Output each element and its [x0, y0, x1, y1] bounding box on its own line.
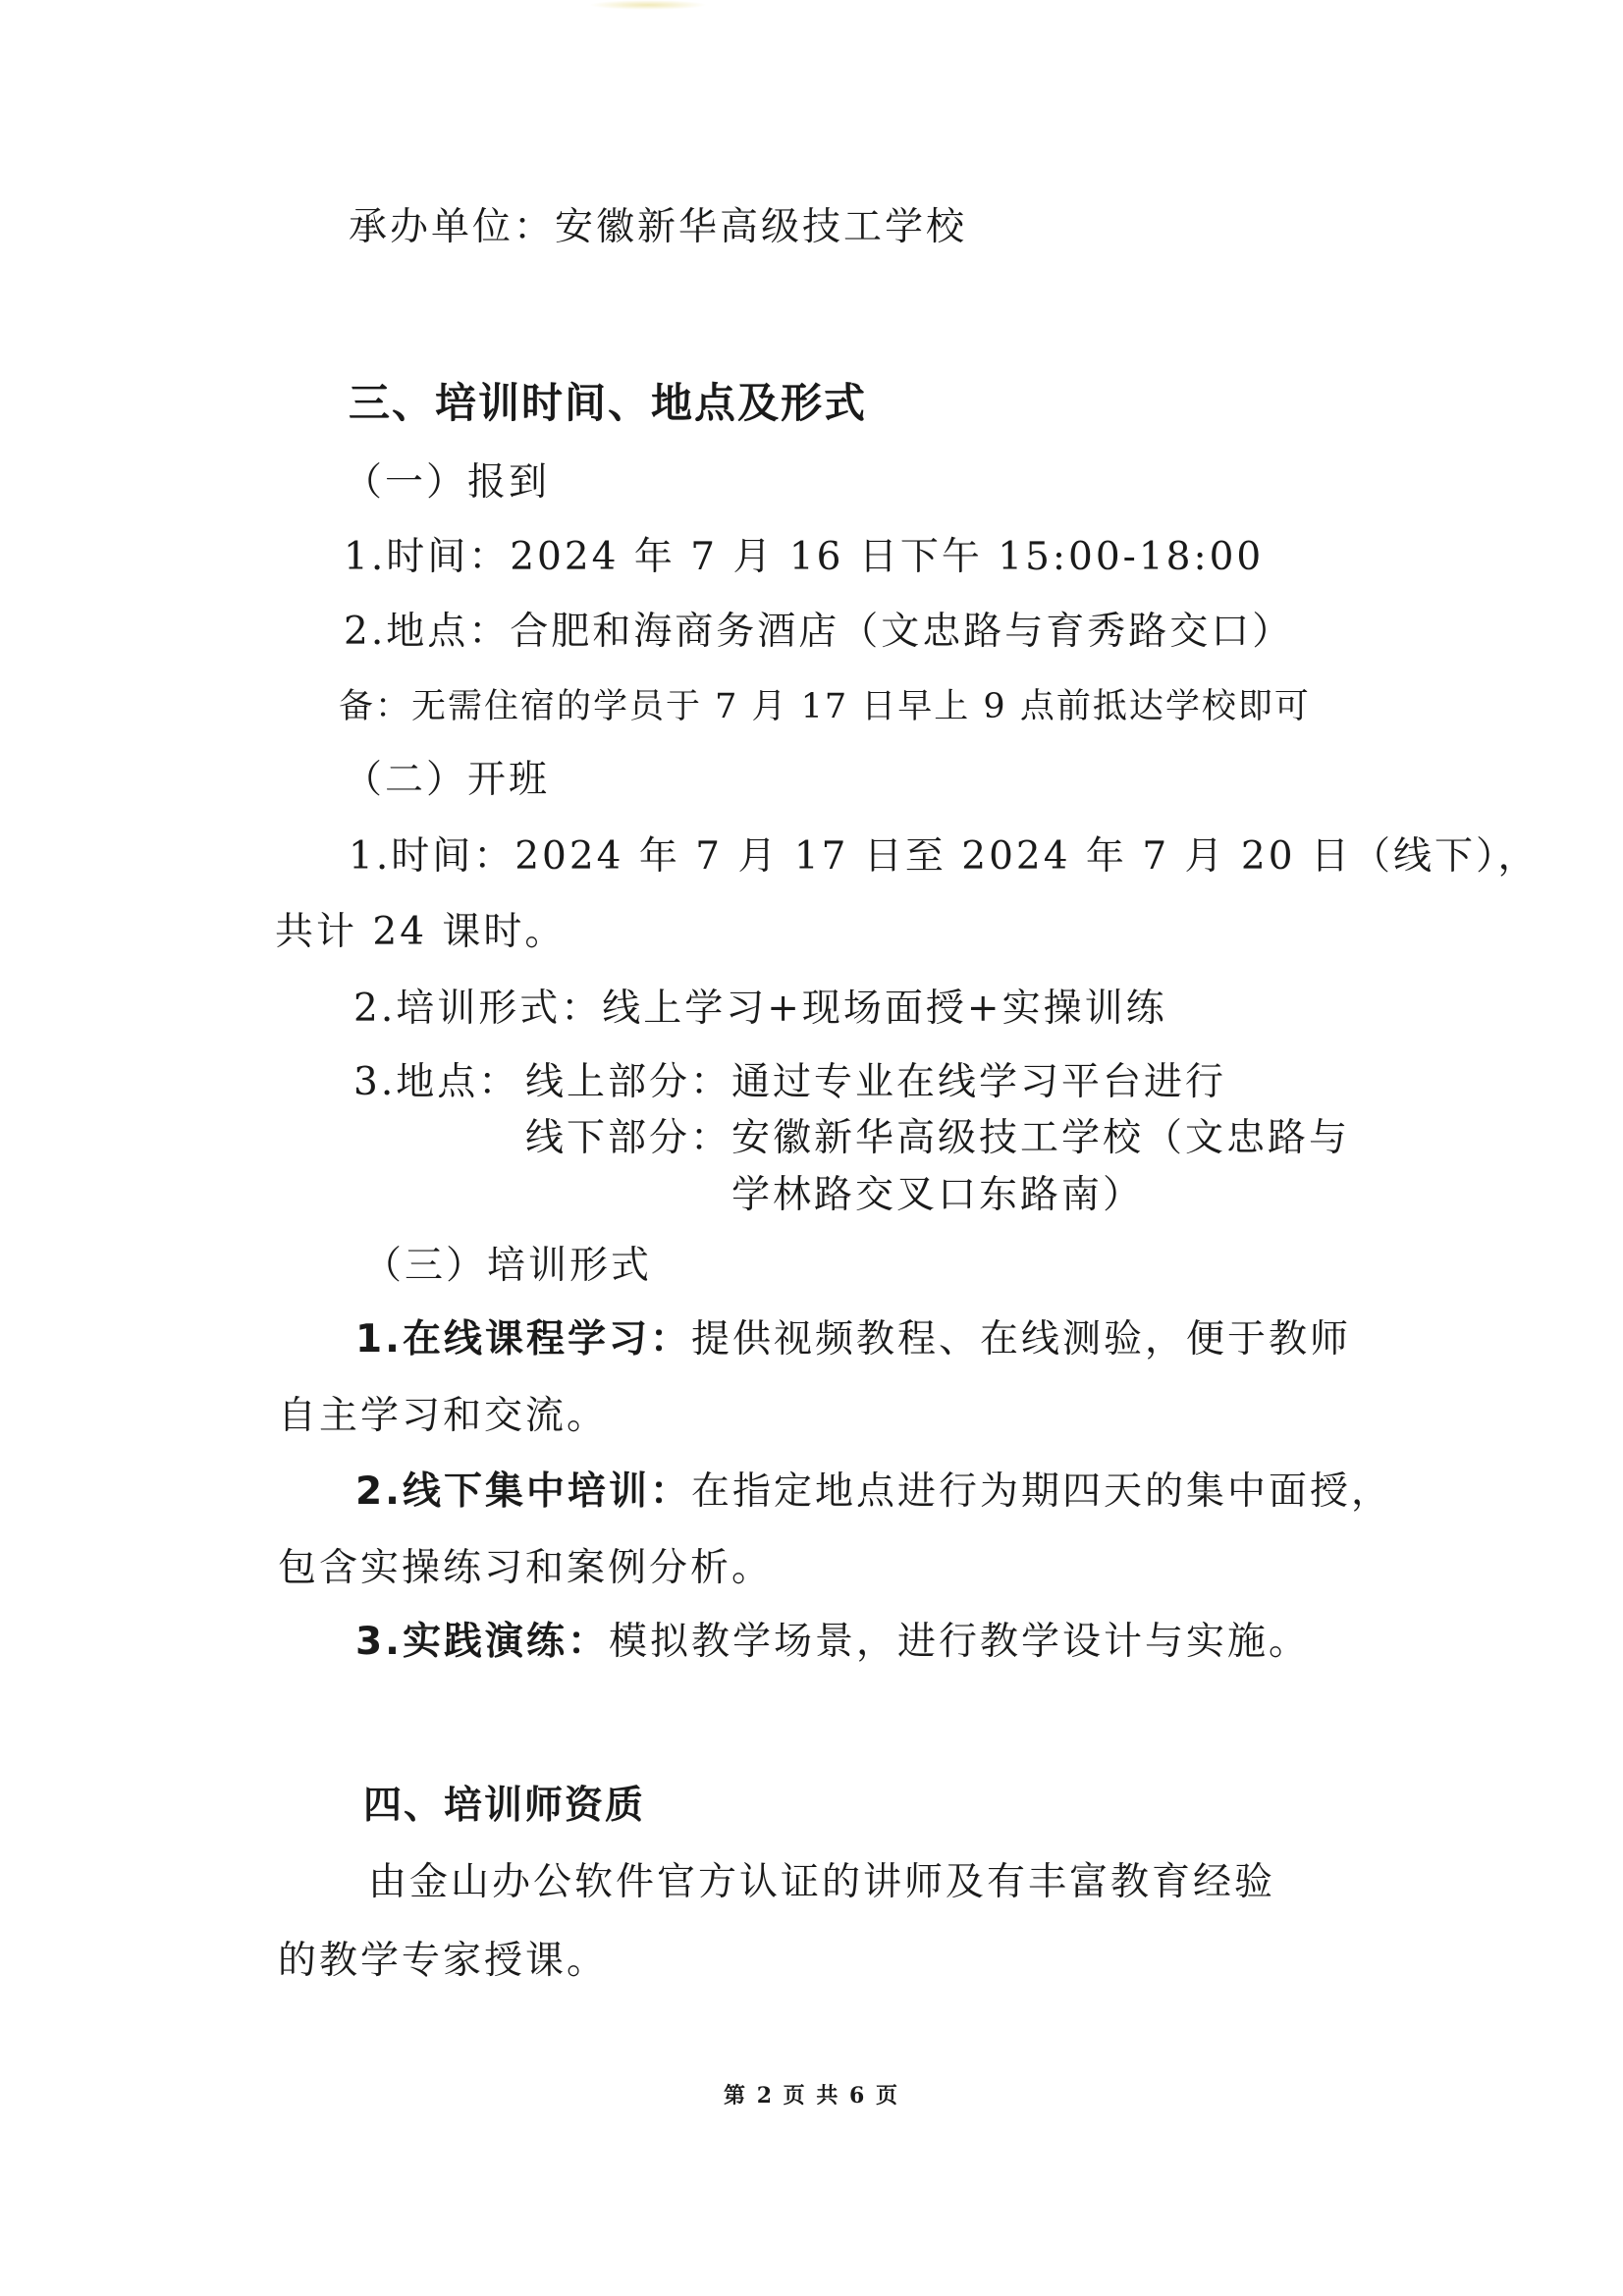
section4-line1: 由金山办公软件官方认证的讲师及有丰富教育经验 [368, 1860, 1276, 1904]
section4-line2: 的教学专家授课。 [278, 1939, 609, 1983]
item1-bold: 1.在线课程学习： [355, 1317, 691, 1362]
sub3-item2 [355, 1469, 1392, 1514]
sub3-item1-cont: 自主学习和交流。 [278, 1394, 609, 1438]
sub3-item2-cont: 包含实操练习和案例分析。 [278, 1546, 774, 1590]
sub1-time: 1.时间：2024 年 7 月 16 日下午 15:00-18:00 [344, 535, 1265, 579]
section3-title: 三、培训时间、地点及形式 [349, 379, 868, 427]
item3-text: 模拟教学场景，进行教学设计与实施。 [608, 1620, 1310, 1664]
sub3-item3 [355, 1620, 1310, 1664]
sub1-note: 备：无需住宿的学员于 7 月 17 日早上 9 点前抵达学校即可 [339, 687, 1311, 726]
sub2-title: （二）开班 [344, 758, 551, 802]
sub2-form: 2.培训形式：线上学习+现场面授+实操训练 [353, 987, 1167, 1031]
sub2-offline-line2: 学林路交叉口东路南） [731, 1173, 1145, 1217]
sub2-offline-line1: 线下部分：安徽新华高级技工学校（文忠路与 [525, 1116, 1351, 1160]
page-footer: 第 2 页 共 6 页 [724, 2083, 899, 2109]
sub3-item1 [355, 1317, 1351, 1362]
item1-text: 提供视频教程、在线测验，便于教师 [690, 1317, 1351, 1362]
scan-smudge [589, 0, 707, 10]
section4-title: 四、培训师资质 [363, 1784, 646, 1828]
item3-bold: 3.实践演练： [355, 1620, 609, 1664]
sub2-online: 线上部分：通过专业在线学习平台进行 [525, 1060, 1227, 1104]
sub2-place-label: 3.地点： [353, 1060, 520, 1104]
organizer-line: 承办单位：安徽新华高级技工学校 [349, 205, 968, 249]
item2-bold: 2.线下集中培训： [355, 1469, 691, 1514]
sub3-title: （三）培训形式 [363, 1244, 653, 1288]
sub1-title: （一）报到 [344, 460, 551, 505]
sub2-time-line2: 共计 24 课时。 [275, 910, 567, 954]
item2-text: 在指定地点进行为期四天的集中面授， [690, 1469, 1392, 1514]
sub1-place: 2.地点：合肥和海商务酒店（文忠路与育秀路交口） [344, 610, 1294, 654]
sub2-time-line1: 1.时间：2024 年 7 月 17 日至 2024 年 7 月 20 日（线下）， [349, 834, 1540, 879]
